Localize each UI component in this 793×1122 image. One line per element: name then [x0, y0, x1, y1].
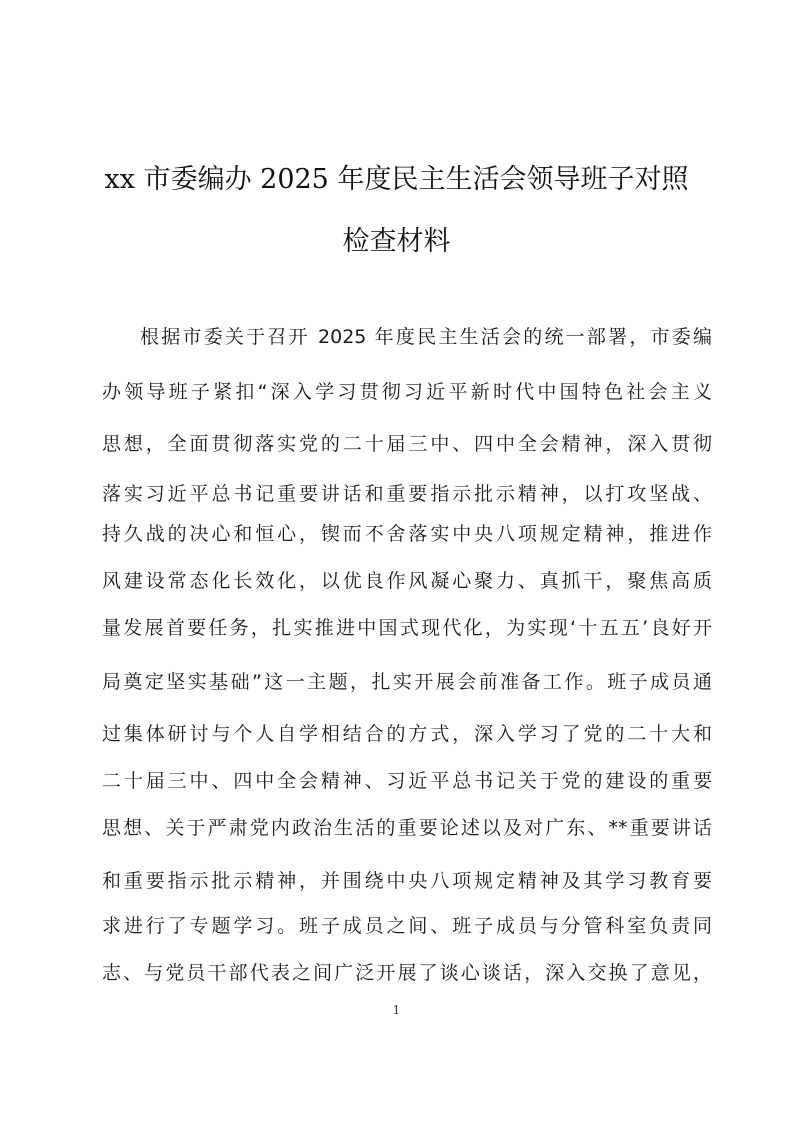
document-title-line-2: 检查材料: [342, 226, 451, 257]
body-line: 思想，全面贯彻落实党的二十届三中、四中全会精神，深入贯彻: [102, 433, 712, 455]
body-line: 量发展首要任务，扎实推进中国式现代化，为实现‘十五五’良好开: [102, 617, 712, 639]
body-line: 二十届三中、四中全会精神、习近平总书记关于党的建设的重要: [102, 770, 712, 792]
body-line: 持久战的决心和恒心，锲而不舍落实中央八项规定精神，推进作: [102, 523, 712, 545]
body-line: 落实习近平总书记重要讲话和重要指示批示精神，以打攻坚战、: [102, 483, 712, 505]
body-line: 局奠定坚实基础”这一主题，扎实开展会前准备工作。班子成员通: [102, 671, 712, 693]
document-title-line-1: xx 市委编办 2025 年度民主生活会领导班子对照: [104, 164, 689, 195]
body-line: 志、与党员干部代表之间广泛开展了谈心谈话，深入交换了意见，: [102, 962, 712, 984]
body-line: 办领导班子紧扣“深入学习贯彻习近平新时代中国特色社会主义: [102, 381, 712, 403]
page-number: 1: [392, 1003, 401, 1017]
body-line: 求进行了专题学习。班子成员之间、班子成员与分管科室负责同: [102, 915, 712, 937]
body-line: 和重要指示批示精神，并围绕中央八项规定精神及其学习教育要: [102, 870, 712, 892]
body-line: 过集体研讨与个人自学相结合的方式，深入学习了党的二十大和: [102, 723, 712, 745]
body-line: 风建设常态化长效化，以优良作风凝心聚力、真抓干，聚焦高质: [102, 570, 712, 592]
body-line: 思想、关于严肃党内政治生活的重要论述以及对广东、**重要讲话: [102, 817, 712, 839]
body-line: 根据市委关于召开 2025 年度民主生活会的统一部署，市委编: [140, 326, 712, 348]
